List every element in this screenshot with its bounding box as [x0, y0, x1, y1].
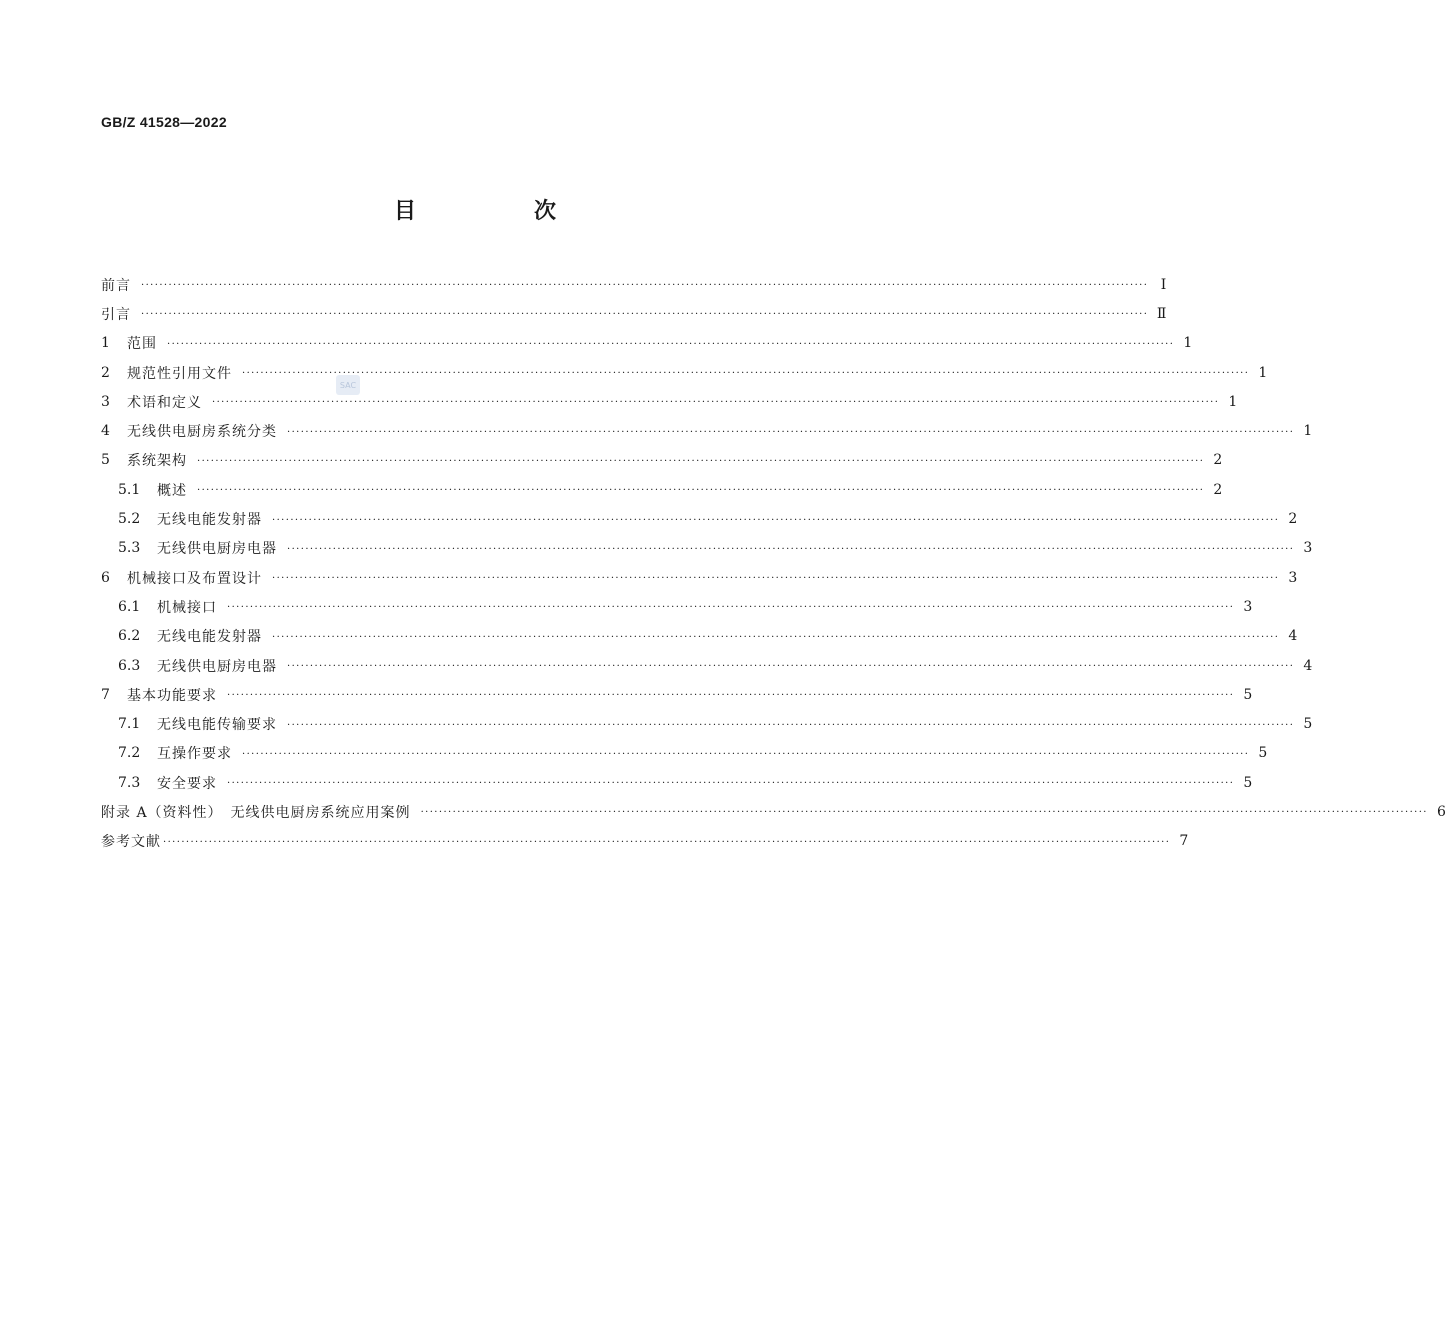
toc-label: 无线供电厨房电器: [157, 658, 277, 675]
leader-dots: ····························································································································································································································: [197, 485, 1205, 497]
toc-label: 无线电能发射器: [157, 629, 262, 646]
toc-page-number: 1: [1183, 335, 1193, 352]
toc-number: 7.3: [118, 774, 141, 791]
toc-page-number: 4: [1303, 657, 1313, 674]
toc-page-number: 2: [1213, 452, 1223, 469]
table-of-contents: [101, 270, 1446, 856]
toc-subentry[interactable]: [101, 592, 1253, 621]
leader-dots: ····························································································································································································································: [163, 836, 1171, 848]
toc-number: 4: [101, 423, 110, 440]
toc-entry[interactable]: [101, 446, 1223, 475]
toc-label: 安全要求: [157, 775, 217, 792]
toc-entry[interactable]: [101, 329, 1193, 358]
toc-label: 附录 A（资料性） 无线供电厨房系统应用案例: [101, 804, 411, 821]
toc-label: 系统架构: [127, 453, 187, 470]
toc-number: 6.2: [118, 628, 141, 645]
toc-entry-references[interactable]: [101, 827, 1189, 856]
toc-label: 无线供电厨房电器: [157, 541, 277, 558]
leader-dots: ····························································································································································································································: [242, 748, 1250, 760]
toc-subentry[interactable]: [101, 475, 1223, 504]
toc-number: 7: [101, 686, 110, 703]
toc-page-number: 3: [1243, 598, 1253, 615]
leader-dots: ····························································································································································································································: [272, 631, 1280, 643]
toc-number: 6.3: [118, 657, 141, 674]
page-title: 目 次: [393, 199, 604, 224]
toc-subentry[interactable]: [101, 534, 1313, 563]
leader-dots: ····························································································································································································································: [272, 573, 1280, 585]
toc-label: 术语和定义: [127, 394, 202, 411]
toc-entry[interactable]: [101, 387, 1238, 416]
toc-label: 范围: [127, 336, 157, 353]
toc-entry[interactable]: [101, 680, 1253, 709]
toc-number: 6: [101, 569, 110, 586]
leader-dots: ····························································································································································································································: [227, 778, 1235, 790]
toc-page-number: Ⅱ: [1156, 305, 1167, 322]
toc-number: 5.3: [118, 540, 141, 557]
toc-page-number: 5: [1243, 774, 1253, 791]
leader-dots: ····························································································································································································································: [197, 455, 1205, 467]
toc-page-number: 4: [1288, 628, 1298, 645]
leader-dots: ····························································································································································································································: [167, 338, 1175, 350]
toc-page-number: 2: [1213, 481, 1223, 498]
toc-subentry[interactable]: [101, 739, 1268, 768]
toc-entry[interactable]: [101, 563, 1298, 592]
toc-page-number: 1: [1303, 423, 1313, 440]
leader-dots: ····························································································································································································································: [141, 309, 1149, 321]
leader-dots: ····························································································································································································································: [287, 426, 1295, 438]
sac-watermark-logo: SAC: [336, 375, 360, 395]
toc-entry[interactable]: [101, 299, 1167, 328]
toc-page-number: 7: [1179, 833, 1189, 850]
toc-page-number: 5: [1258, 745, 1268, 762]
toc-subentry[interactable]: [101, 709, 1313, 738]
leader-dots: ····························································································································································································································: [141, 280, 1149, 292]
toc-label: 参考文献: [101, 834, 161, 851]
toc-label: 机械接口: [157, 599, 217, 616]
toc-entry[interactable]: [101, 270, 1167, 299]
leader-dots: ····························································································································································································································: [227, 690, 1235, 702]
toc-page-number: 6: [1436, 803, 1446, 820]
leader-dots: ····························································································································································································································: [212, 397, 1220, 409]
toc-page-number: Ⅰ: [1160, 276, 1167, 293]
toc-label: 无线电能传输要求: [157, 717, 277, 734]
toc-label: 基本功能要求: [127, 687, 217, 704]
toc-number: 5: [101, 452, 110, 469]
toc-page-number: 1: [1228, 393, 1238, 410]
leader-dots: ····························································································································································································································: [227, 602, 1235, 614]
leader-dots: ····························································································································································································································: [287, 661, 1295, 672]
toc-page-number: 2: [1288, 511, 1298, 528]
toc-number: 5.2: [118, 511, 141, 528]
toc-subentry[interactable]: [101, 504, 1298, 533]
toc-label: 引言: [101, 306, 131, 323]
toc-number: 6.1: [118, 598, 141, 615]
standard-code: GB/Z 41528—2022: [101, 114, 227, 130]
toc-page-number: 1: [1258, 364, 1268, 381]
toc-number: 1: [101, 335, 110, 352]
toc-label: 规范性引用文件: [127, 365, 232, 382]
leader-dots: ····························································································································································································································: [287, 719, 1295, 731]
leader-dots: ····························································································································································································································: [287, 543, 1295, 555]
toc-number: 7.1: [118, 716, 141, 733]
toc-label: 前言: [101, 277, 131, 294]
toc-entry-appendix-a[interactable]: [101, 797, 1446, 826]
toc-subentry[interactable]: [101, 768, 1253, 797]
toc-label: 无线电能发射器: [157, 512, 262, 529]
toc-subentry[interactable]: [101, 651, 1313, 680]
toc-label: 互操作要求: [157, 746, 232, 763]
toc-label: 概述: [157, 482, 187, 499]
toc-number: 3: [101, 393, 110, 410]
toc-label: 无线供电厨房系统分类: [127, 424, 277, 441]
leader-dots: ····························································································································································································································: [242, 368, 1250, 380]
toc-entry[interactable]: [101, 358, 1268, 387]
toc-label: 机械接口及布置设计: [127, 570, 262, 587]
toc-page-number: 5: [1303, 716, 1313, 733]
toc-subentry[interactable]: [101, 622, 1298, 651]
toc-page-number: 5: [1243, 686, 1253, 703]
toc-page-number: 3: [1303, 540, 1313, 557]
toc-number: 2: [101, 364, 110, 381]
leader-dots: ····························································································································································································································: [420, 807, 1428, 819]
toc-entry[interactable]: [101, 416, 1313, 445]
toc-page-number: 3: [1288, 569, 1298, 586]
leader-dots: ····························································································································································································································: [272, 514, 1280, 526]
toc-number: 7.2: [118, 745, 141, 762]
toc-number: 5.1: [118, 481, 141, 498]
